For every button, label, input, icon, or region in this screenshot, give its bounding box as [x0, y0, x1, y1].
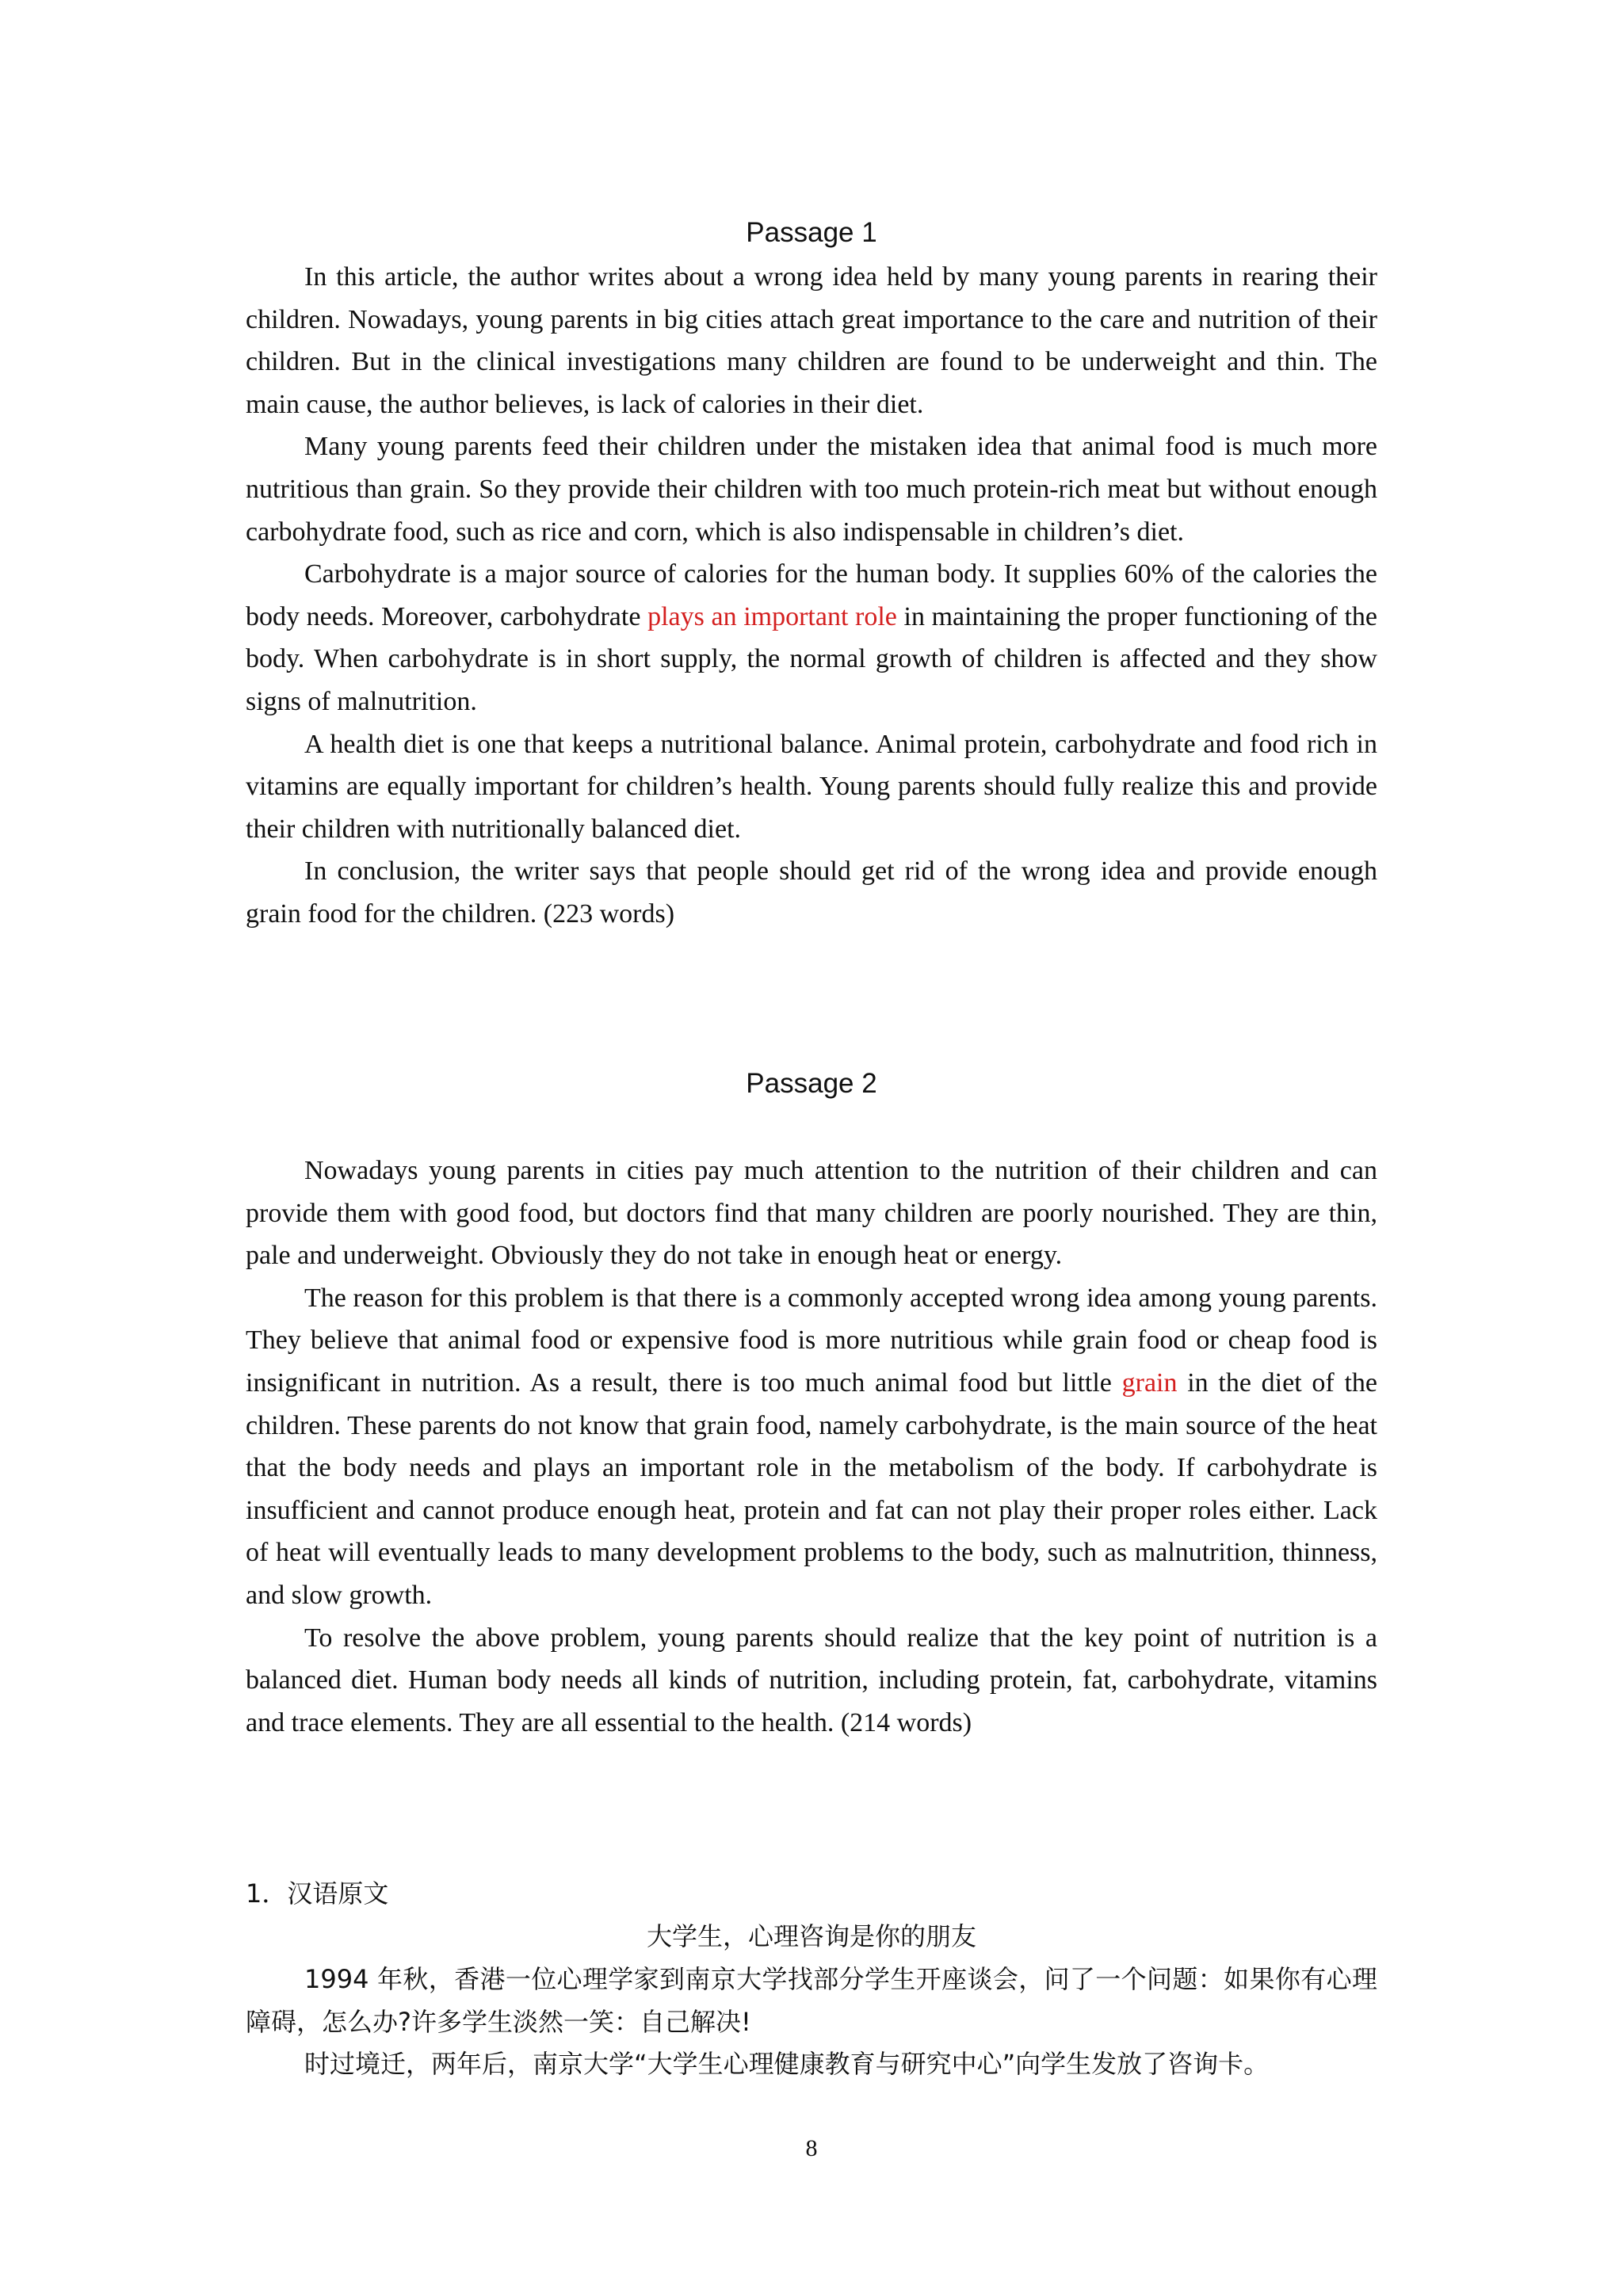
- page-number: 8: [805, 2135, 818, 2161]
- passage-1-paragraph-5: In conclusion, the writer says that people should get rid of the wrong idea and provide enough grain food for the children. (223 words): [246, 856, 1377, 929]
- paragraph-text: in the diet of the children. These parents do not know that grain food, namely carbohydrate, is the main source of the heat that the body needs and plays an important role in the metabolism of the body. If carbohydrate is insufficient and cannot produce enough heat, protein and fat can not play their proper roles either. Lack of heat will eventually leads to many development problems to the body, such as malnutrition, thinness, and slow growth.: [246, 1367, 1378, 1610]
- chinese-paragraph-2: 时过境迁，两年后，南京大学“大学生心理健康教育与研究中心”向学生发放了咨询卡。: [304, 2049, 1270, 2080]
- chinese-section-heading: 1．汉语原文: [246, 1878, 389, 1909]
- paragraph-text: in maintaining the proper functioning of the body. When carbohydrate is in short supply, the normal growth of children is affected and they show signs of malnutrition.: [246, 601, 1377, 716]
- passage-2-paragraph-2: [246, 1277, 1377, 1617]
- paragraph-text: The reason for this problem is that there is a commonly accepted wrong idea among young parents. They believe that animal food or expensive food is more nutritious while grain food or cheap food is insignificant in nutrition. As a result, there is too much animal food but little: [246, 1283, 1377, 1398]
- chinese-paragraph-1: 1994 年秋，香港一位心理学家到南京大学找部分学生开座谈会，问了一个问题：如果你有心理障碍，怎么办?许多学生淡然一笑：自己解决!: [246, 1964, 1377, 2037]
- passage-1-paragraph-4: A health diet is one that keeps a nutritional balance. Animal protein, carbohydrate and food rich in vitamins are equally important for children’s health. Young parents should fully realize this and provide their children with nutritionally balanced diet.: [246, 729, 1377, 844]
- passage-1-title: Passage 1: [746, 217, 877, 248]
- passage-1-paragraph-1: In this article, the author writes about a wrong idea held by many young parents in rearing their children. Nowadays, young parents in big cities attach great importance to the care and nutrition of their children. But in the clinical investigations many children are found to be underweight and thin. The main cause, the author believes, is lack of calories in their diet.: [246, 262, 1377, 419]
- passage-1-paragraph-2: Many young parents feed their children under the mistaken idea that animal food is much more nutritious than grain. So they provide their children with too much protein-rich meat but without enough carbohydrate food, such as rice and corn, which is also indispensable in children’s diet.: [246, 432, 1377, 547]
- passage-2-title: Passage 2: [746, 1068, 877, 1099]
- passage-2-paragraph-3: To resolve the above problem, young parents should realize that the key point of nutrition is a balanced diet. Human body needs all kinds of nutrition, including protein, fat, carbohydrate, vitamins and trace elements. They are all essential to the health. (214 words): [246, 1623, 1377, 1737]
- passage-1-body: [246, 256, 1377, 936]
- paragraph-text: Carbohydrate is a major source of calories for the human body. It supplies 60% of the calories the body needs. Moreover, carbohydrate: [246, 559, 1377, 631]
- chinese-section-body: [246, 1958, 1377, 2086]
- passage-2-body: [246, 1150, 1377, 1744]
- highlighted-word: grain: [1121, 1367, 1178, 1398]
- passage-2-paragraph-1: Nowadays young parents in cities pay much attention to the nutrition of their children and can provide them with good food, but doctors find that many children are poorly nourished. They are thin, pale and underweight. Obviously they do not take in enough heat or energy.: [246, 1156, 1377, 1271]
- passage-1-paragraph-3: [246, 553, 1377, 723]
- chinese-section-title: 大学生，心理咨询是你的朋友: [646, 1921, 976, 1951]
- highlighted-phrase: plays an important role: [647, 601, 897, 631]
